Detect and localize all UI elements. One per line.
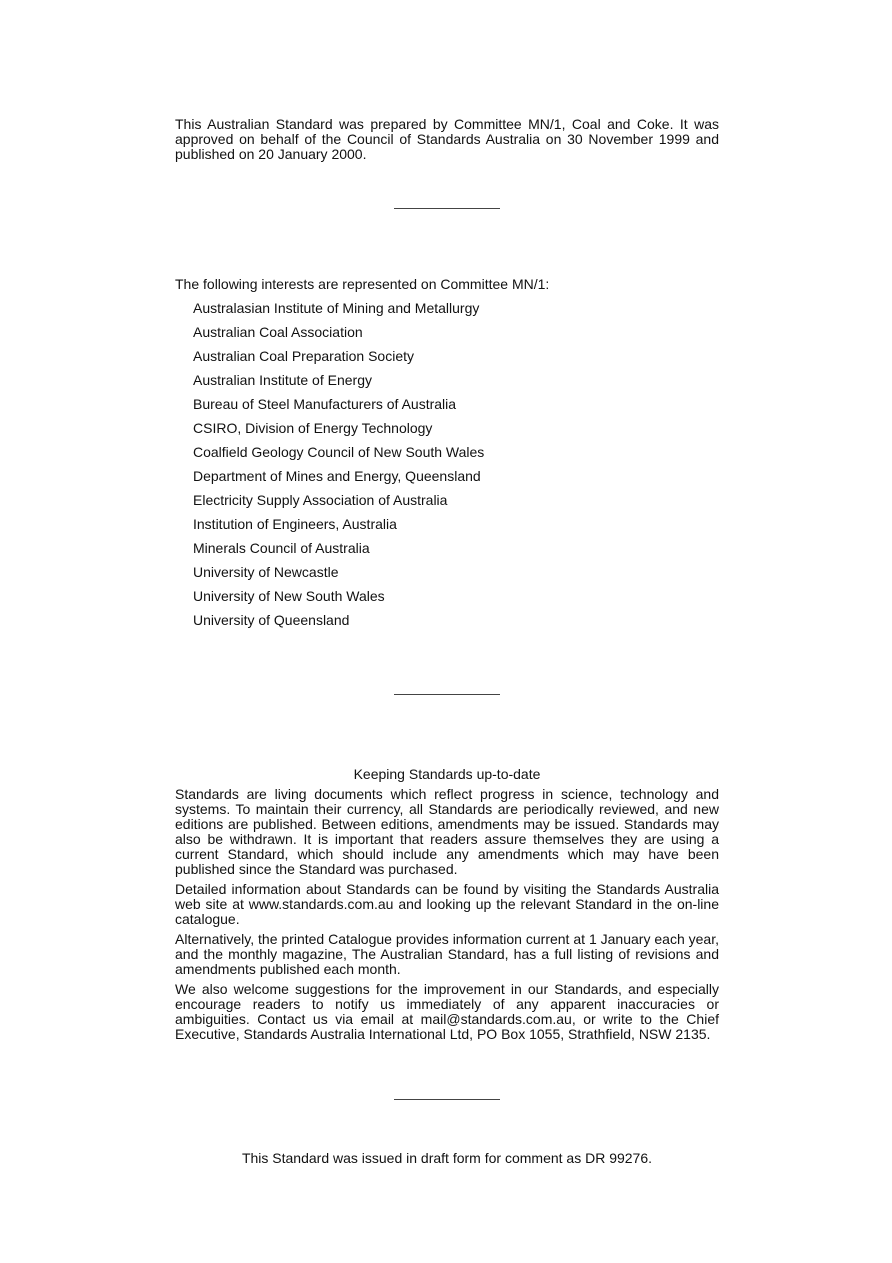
list-item: Australian Coal Association — [193, 324, 363, 340]
list-item: Bureau of Steel Manufacturers of Australia — [193, 396, 457, 412]
paragraph: Alternatively, the printed Catalogue provides information current at 1 January each year, and the monthly magazine, The Australian Standard, has a full listing of revisions and amendments published each month. — [175, 931, 719, 977]
list-item: Australian Coal Preparation Society — [193, 348, 415, 364]
list-item: CSIRO, Division of Energy Technology — [193, 420, 433, 436]
list-item: Minerals Council of Australia — [193, 540, 370, 556]
list-item: Department of Mines and Energy, Queensland — [193, 468, 481, 484]
paragraph: Standards are living documents which reflect progress in science, technology and systems. To maintain their currency, all Standards are periodically reviewed, and new editions are published. Between editions, amendments may be issued. Standards may also be withdrawn. It is important that readers assure themselves they are using a current Standard, which should include any amendments which may have been published since the Standard was purchased. — [175, 786, 719, 877]
list-item: Australasian Institute of Mining and Metallurgy — [193, 300, 480, 316]
interests-heading: The following interests are represented on Committee MN/1: — [175, 276, 550, 292]
section-divider — [394, 1099, 500, 1100]
list-item: Australian Institute of Energy — [193, 372, 372, 388]
list-item: Coalfield Geology Council of New South Wales — [193, 444, 485, 460]
section-divider — [394, 694, 500, 695]
list-item: Institution of Engineers, Australia — [193, 516, 397, 532]
keeping-up-to-date-body — [175, 787, 719, 1047]
list-item: University of New South Wales — [193, 588, 385, 604]
section-title: Keeping Standards up-to-date — [353, 766, 541, 782]
draft-note: This Standard was issued in draft form for comment as DR 99276. — [241, 1150, 653, 1166]
paragraph: We also welcome suggestions for the improvement in our Standards, and especially encourage readers to notify us immediately of any apparent inaccuracies or ambiguities. Contact us via email at mail@standards.com.au, or write to the Chief Executive, Standards Australia International Ltd, PO Box 1055, Strathfield, NSW 2135. — [175, 981, 719, 1042]
section-divider — [394, 208, 500, 209]
interests-list — [193, 300, 484, 636]
preparation-statement: This Australian Standard was prepared by Committee MN/1, Coal and Coke. It was approved on behalf of the Council of Standards Australia on 30 November 1999 and published on 20 January 2000. — [175, 116, 719, 162]
list-item: University of Newcastle — [193, 564, 339, 580]
paragraph: Detailed information about Standards can be found by visiting the Standards Australia web site at www.standards.com.au and looking up the relevant Standard in the on-line catalogue. — [175, 881, 719, 927]
list-item: University of Queensland — [193, 612, 350, 628]
list-item: Electricity Supply Association of Australia — [193, 492, 448, 508]
